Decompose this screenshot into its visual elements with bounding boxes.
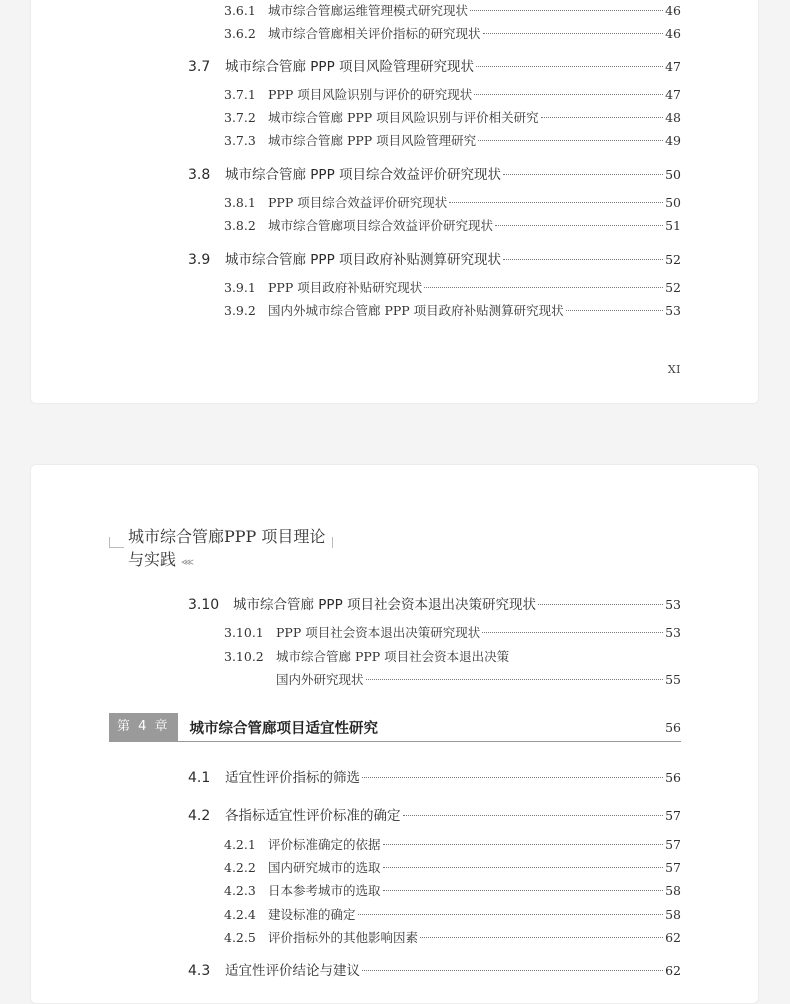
toc-entry-page: 57: [665, 808, 681, 823]
toc-entry-section[interactable]: [188, 55, 681, 75]
toc-entry-number: 3.8.2: [224, 218, 256, 233]
toc-entry-title: 国内外城市综合管廊 PPP 项目政府补贴测算研究现状: [268, 303, 564, 318]
toc-entry-number: 3.7.2: [224, 110, 256, 125]
toc-entry[interactable]: [224, 1, 681, 19]
chapter-heading[interactable]: [109, 713, 681, 742]
toc-entry-number: 3.10.1: [224, 625, 264, 640]
toc-entry-title: PPP 项目政府补贴研究现状: [268, 280, 423, 295]
toc-entry-page: 51: [665, 218, 681, 233]
toc-entry-page: 57: [665, 837, 681, 852]
toc-entry-title: 城市综合管廊 PPP 项目风险管理研究: [268, 133, 477, 148]
toc-entry-number: 4.2.2: [224, 860, 256, 875]
toc-entry-page: 52: [665, 252, 681, 267]
dot-leader: [362, 777, 663, 778]
toc-entry-page: 48: [665, 110, 681, 125]
dot-leader: [449, 202, 663, 203]
toc-entry-title: 城市综合管廊 PPP 项目政府补贴测算研究现状: [225, 252, 502, 268]
toc-entry-number: 4.2.3: [224, 883, 256, 898]
toc-entry[interactable]: [224, 928, 681, 946]
toc-entry-page: 58: [665, 883, 681, 898]
toc-entry-page: 62: [665, 930, 681, 945]
toc-entry-section[interactable]: [188, 959, 681, 979]
toc-entry-page: 46: [665, 3, 681, 18]
toc-entry[interactable]: [224, 131, 681, 149]
toc-entry[interactable]: [224, 858, 681, 876]
toc-entry-section[interactable]: [188, 248, 681, 268]
dot-leader: [403, 815, 664, 816]
dot-leader: [495, 225, 663, 226]
dot-leader: [503, 259, 663, 260]
toc-entry-title: 评价指标外的其他影响因素: [268, 930, 419, 945]
toc-entry-title-line2: 国内外研究现状: [276, 672, 364, 687]
toc-entry[interactable]: [224, 85, 681, 103]
dot-leader: [383, 844, 664, 845]
toc-entry-page: 62: [665, 963, 681, 978]
toc-entry-page: 53: [665, 303, 681, 318]
toc-entry-number: 3.6.1: [224, 3, 256, 18]
dot-leader: [538, 604, 663, 605]
dot-leader: [383, 890, 664, 891]
toc-entry-number: 3.9.1: [224, 280, 256, 295]
dot-leader: [470, 10, 663, 11]
toc-entry-number: 3.7: [188, 59, 211, 75]
toc-entry-number: 4.3: [188, 963, 211, 979]
toc-entry-page: 47: [665, 87, 681, 102]
dot-leader: [541, 117, 663, 118]
toc-entry-page: 52: [665, 280, 681, 295]
chapter-page: 56: [665, 719, 681, 735]
toc-entry-title: PPP 项目社会资本退出决策研究现状: [276, 625, 481, 640]
toc-entry[interactable]: [224, 108, 681, 126]
toc-entry[interactable]: [224, 835, 681, 853]
running-header-title: 城市综合管廊PPP 项目理论与实践: [128, 527, 326, 569]
toc-entry-title-line1: 城市综合管廊 PPP 项目社会资本退出决策: [276, 649, 510, 664]
page-number: XI: [667, 363, 681, 376]
toc-entry[interactable]: [224, 301, 681, 319]
toc-entry-page: 56: [665, 770, 681, 785]
toc-entry-title: 建设标准的确定: [268, 907, 356, 922]
toc-entry-number: 3.8.1: [224, 195, 256, 210]
dot-leader: [362, 970, 663, 971]
toc-entry-number: 3.6.2: [224, 26, 256, 41]
dot-leader: [476, 66, 663, 67]
toc-entry-page: 50: [665, 167, 681, 182]
dot-leader: [420, 937, 663, 938]
dot-leader: [478, 140, 663, 141]
toc-entry-page: 58: [665, 907, 681, 922]
toc-entry-title: 国内研究城市的选取: [268, 860, 381, 875]
toc-entry-page: 53: [665, 625, 681, 640]
toc-entry-number: 3.9.2: [224, 303, 256, 318]
toc-entry-title: 城市综合管廊项目综合效益评价研究现状: [268, 218, 494, 233]
toc-entry-number: 3.7.3: [224, 133, 256, 148]
toc-entry-section[interactable]: [188, 766, 681, 786]
toc-entry-number: 3.10: [188, 597, 220, 613]
toc-entry-title: 适宜性评价指标的筛选: [225, 770, 360, 786]
toc-entry[interactable]: [224, 623, 681, 641]
toc-entry-section[interactable]: [188, 593, 681, 613]
toc-page-upper: [30, 0, 759, 404]
dot-leader: [482, 632, 663, 633]
dot-leader: [474, 94, 663, 95]
toc-entry-page: 57: [665, 860, 681, 875]
toc-entry-title: 城市综合管廊 PPP 项目社会资本退出决策研究现状: [233, 597, 537, 613]
toc-entry-number: 4.2.1: [224, 837, 256, 852]
toc-entry-title: 适宜性评价结论与建议: [225, 963, 360, 979]
toc-entry-page: 55: [665, 672, 681, 687]
dot-leader: [483, 33, 664, 34]
dot-leader: [424, 287, 663, 288]
dot-leader: [503, 174, 663, 175]
toc-entry-page: 47: [665, 59, 681, 74]
toc-entry-wrapped[interactable]: [224, 647, 509, 665]
dot-leader: [358, 914, 664, 915]
toc-entry-title: 评价标准确定的依据: [268, 837, 381, 852]
toc-entry-page: 50: [665, 195, 681, 210]
toc-entry-title: 城市综合管廊 PPP 项目综合效益评价研究现状: [225, 167, 502, 183]
running-header-mark: ⋘: [181, 558, 194, 568]
toc-entry-title: 城市综合管廊相关评价指标的研究现状: [268, 26, 481, 41]
chapter-title: 城市综合管廊项目适宜性研究: [189, 720, 379, 737]
chapter-label: 第 4 章: [109, 713, 178, 741]
toc-entry-title: 各指标适宜性评价标准的确定: [225, 808, 401, 824]
toc-entry-title: PPP 项目风险识别与评价的研究现状: [268, 87, 473, 102]
toc-entry-number: 4.2.5: [224, 930, 256, 945]
toc-entry-title: 城市综合管廊 PPP 项目风险管理研究现状: [225, 59, 475, 75]
toc-entry-number: 4.2: [188, 808, 211, 824]
toc-entry[interactable]: [224, 905, 681, 923]
dot-leader: [366, 679, 664, 680]
toc-entry-title: 日本参考城市的选取: [268, 883, 381, 898]
toc-entry-number: 4.1: [188, 770, 211, 786]
toc-entry-page: 53: [665, 597, 681, 612]
toc-entry[interactable]: [224, 216, 681, 234]
toc-entry-number: 3.7.1: [224, 87, 256, 102]
toc-entry-title: 城市综合管廊 PPP 项目风险识别与评价相关研究: [268, 110, 539, 125]
dot-leader: [566, 310, 663, 311]
toc-entry-wrapped-line2[interactable]: [276, 670, 681, 688]
toc-entry-number: 4.2.4: [224, 907, 256, 922]
toc-entry-title: PPP 项目综合效益评价研究现状: [268, 195, 448, 210]
toc-entry[interactable]: [224, 278, 681, 296]
toc-entry-page: 46: [665, 26, 681, 41]
dot-leader: [383, 867, 664, 868]
toc-entry[interactable]: [224, 24, 681, 42]
toc-entry-section[interactable]: [188, 163, 681, 183]
toc-entry-number: 3.8: [188, 167, 211, 183]
toc-entry[interactable]: [224, 193, 681, 211]
toc-entry-number: 3.9: [188, 252, 211, 268]
toc-entry-number: 3.10.2: [224, 649, 264, 664]
toc-entry[interactable]: [224, 881, 681, 899]
toc-entry-page: 49: [665, 133, 681, 148]
toc-entry-title: 城市综合管廊运维管理模式研究现状: [268, 3, 469, 18]
running-header: [124, 524, 332, 570]
toc-entry-section[interactable]: [188, 804, 681, 824]
running-header-frame: [109, 527, 333, 569]
toc-page-lower: [30, 464, 759, 1004]
